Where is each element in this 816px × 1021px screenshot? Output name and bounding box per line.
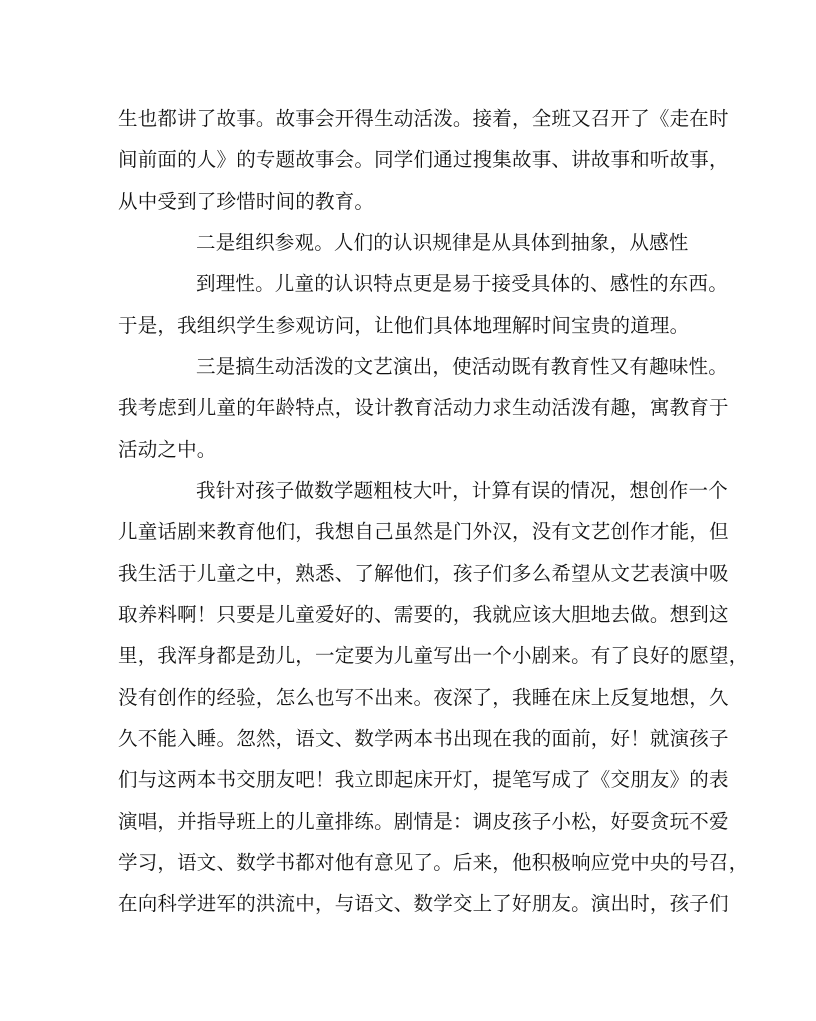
- text-line: 里，我浑身都是劲儿，一定要为儿童写出一个小剧来。有了良好的愿望，: [118, 644, 749, 667]
- text-line: 久不能入睡。忽然，语文、数学两本书出现在我的面前，好！就演孩子: [118, 727, 729, 750]
- text-line: 没有创作的经验，怎么也写不出来。夜深了，我睡在床上反复地想，久: [118, 686, 729, 709]
- text-line: 在向科学进军的洪流中，与语文、数学交上了好朋友。演出时，孩子们: [118, 892, 729, 915]
- text-line: 们与这两本书交朋友吧！我立即起床开灯，提笔写成了《交朋友》的表: [118, 768, 729, 791]
- text-line: 到理性。儿童的认识特点更是易于接受具体的、感性的东西。: [196, 272, 728, 295]
- text-line: 活动之中。: [118, 438, 217, 461]
- text-line: 三是搞生动活泼的文艺演出，使活动既有教育性又有趣味性。: [196, 355, 728, 378]
- text-line: 二是组织参观。人们的认识规律是从具体到抽象，从感性: [196, 231, 689, 254]
- text-line: 儿童话剧来教育他们，我想自己虽然是门外汉，没有文艺创作才能，但: [118, 520, 729, 543]
- text-line: 于是，我组织学生参观访问，让他们具体地理解时间宝贵的道理。: [118, 314, 690, 337]
- text-line: 演唱，并指导班上的儿童排练。剧情是：调皮孩子小松，好耍贪玩不爱: [118, 810, 729, 833]
- text-line: 我针对孩子做数学题粗枝大叶，计算有误的情况，想创作一个: [196, 479, 728, 502]
- text-line: 我考虑到儿童的年龄特点，设计教育活动力求生动活泼有趣，寓教育于: [118, 396, 729, 419]
- text-line: 生也都讲了故事。故事会开得生动活泼。接着，全班又召开了《走在时: [118, 107, 729, 130]
- text-line: 取养料啊！只要是儿童爱好的、需要的，我就应该大胆地去做。想到这: [118, 603, 729, 626]
- text-line: 从中受到了珍惜时间的教育。: [118, 190, 375, 213]
- text-line: 学习，语文、数学书都对他有意见了。后来，他积极响应党中央的号召，: [118, 851, 749, 874]
- text-line: 我生活于儿童之中，熟悉、了解他们，孩子们多么希望从文艺表演中吸: [118, 562, 729, 585]
- text-line: 间前面的人》的专题故事会。同学们通过搜集故事、讲故事和听故事，: [118, 148, 729, 171]
